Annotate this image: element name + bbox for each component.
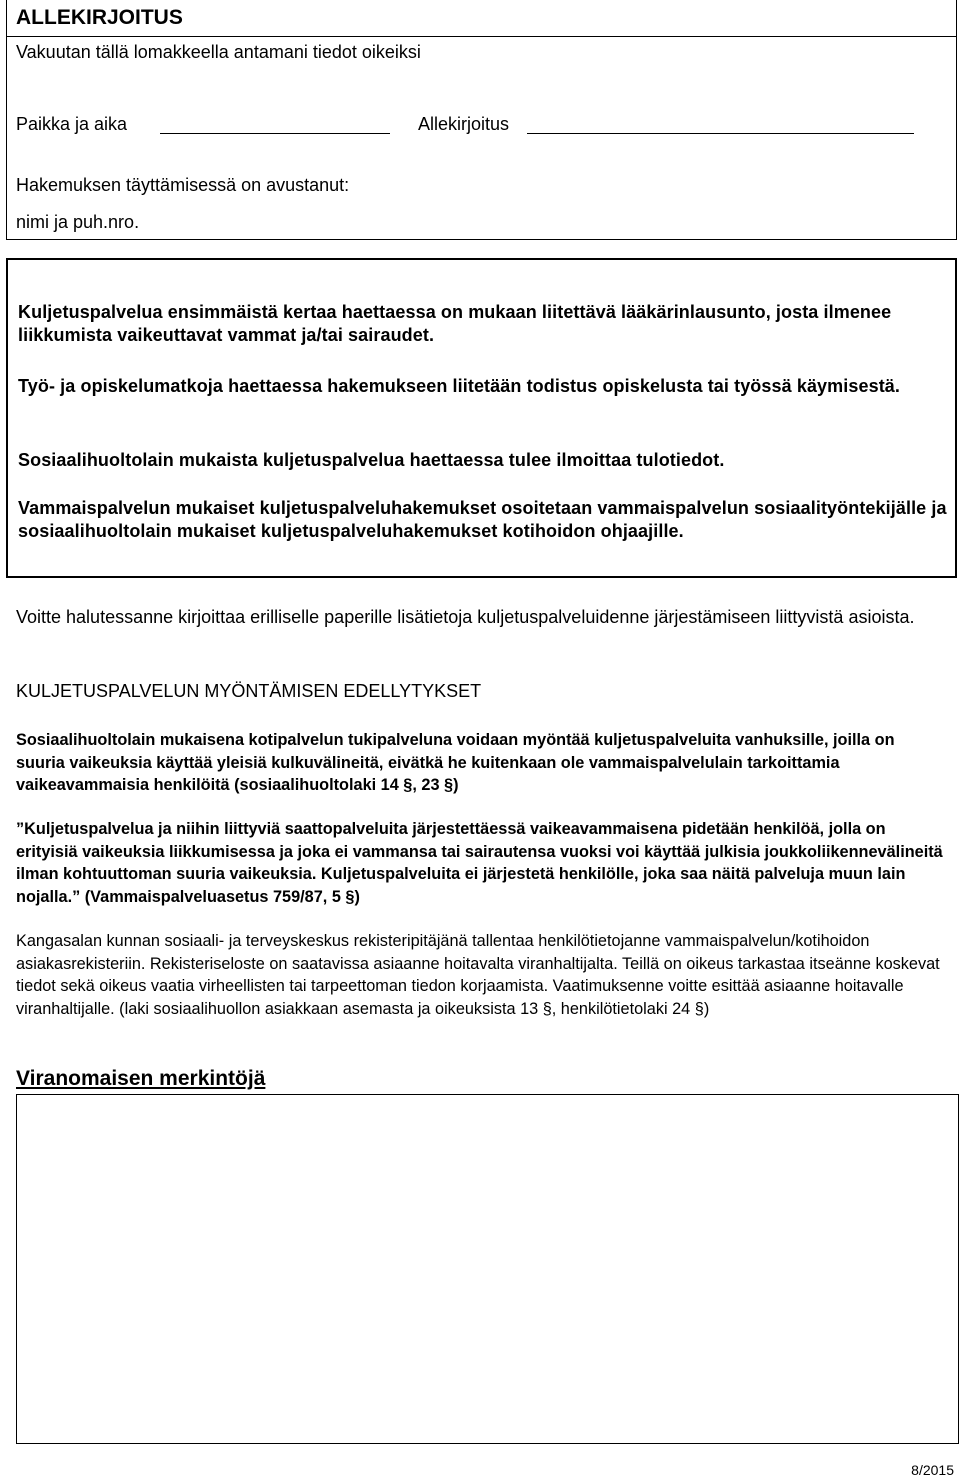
signature-title: ALLEKIRJOITUS: [16, 6, 183, 29]
registry-paragraph: Kangasalan kunnan sosiaali- ja terveyskeskus rekisteripitäjänä tallentaa henkilötietojanne vammaispalvelun/kotihoidon asiakasrekisteriin. Rekisteriseloste on saatavissa asiaanne hoitavalta viranhaltijalta. Teillä on oikeus tarkastaa itseänne koskevat tiedot sekä oikeus vaatia virheellisten tai tarpeettoman tiedon korjaamista. Vaatimuksenne voitte esittää asiaanne hoitavalle viranhaltijalle. (laki sosiaalihuollon asiakkaan asemasta ja oikeuksista 13 §, henkilötietolaki 24 §): [16, 932, 940, 1018]
signature-field[interactable]: [527, 133, 914, 134]
form-version: 8/2015: [911, 1462, 954, 1478]
signature-declaration: Vakuutan tällä lomakkeella antamani tiedot oikeiksi: [16, 42, 421, 62]
signature-title-divider: [6, 36, 957, 37]
remarks-title: Viranomaisen merkintöjä: [16, 1067, 266, 1090]
conditions-social-welfare: Sosiaalihuoltolain mukaisena kotipalvelun tukipalveluna voidaan myöntää kuljetuspalveluita vanhuksille, joilla on suuria vaikeuksia käyttää yleisiä kulkuvälineitä, eivätkä he kuitenkaan ole vammaispalvelulain tarkoittamia vaikeavammaisia henkilöitä (sosiaalihuoltolaki 14 §, 23 §): [16, 731, 895, 794]
notice-income-info: Sosiaalihuoltolain mukaista kuljetuspalvelua haettaessa tulee ilmoittaa tulotiedot.: [18, 450, 725, 470]
notice-work-study-certificate: Työ- ja opiskelumatkoja haettaessa hakemukseen liitetään todistus opiskelusta tai työssä käymisestä.: [18, 376, 901, 396]
extra-info-paragraph: Voitte halutessanne kirjoittaa erilliselle paperille lisätietoja kuljetuspalveluidenne järjestämiseen liittyvistä asioista.: [16, 607, 915, 627]
notice-medical-statement: Kuljetuspalvelua ensimmäistä kertaa haettaessa on mukaan liitettävä lääkärinlausunto, josta ilmenee liikkumista vaikeuttavat vammat ja/tai sairaudet.: [18, 302, 892, 345]
conditions-heading: KULJETUSPALVELUN MYÖNTÄMISEN EDELLYTYKSET: [16, 681, 482, 701]
assisted-label: Hakemuksen täyttämisessä on avustanut:: [16, 175, 350, 195]
conditions-disability-services: ”Kuljetuspalvelua ja niihin liittyviä saattopalveluita järjestettäessä vaikeavammaisena pidetään henkilöä, jolla on erityisiä vaikeuksia liikkumisessa ja joka ei vammansa tai sairautensa vuoksi voi käyttää julkisia joukkoliikennevälineitä ilman kohtuuttoman suuria vaikeuksia. Kuljetuspalveluita ei järjestetä henkilölle, joka saa näitä palveluja muun lain nojalla.” (Vammaispalveluasetus 759/87, 5 §): [16, 820, 943, 906]
notice-application-routing: Vammaispalvelun mukaiset kuljetuspalveluhakemukset osoitetaan vammaispalvelun sosiaalityöntekijälle ja sosiaalihuoltolain mukaiset kuljetuspalveluhakemukset kotihoidon ohjaajille.: [18, 498, 947, 541]
place-time-label: Paikka ja aika: [16, 114, 128, 134]
remarks-box: [16, 1094, 959, 1444]
place-time-field[interactable]: [160, 133, 390, 134]
signature-label: Allekirjoitus: [418, 114, 510, 134]
name-phone-label: nimi ja puh.nro.: [16, 212, 140, 232]
